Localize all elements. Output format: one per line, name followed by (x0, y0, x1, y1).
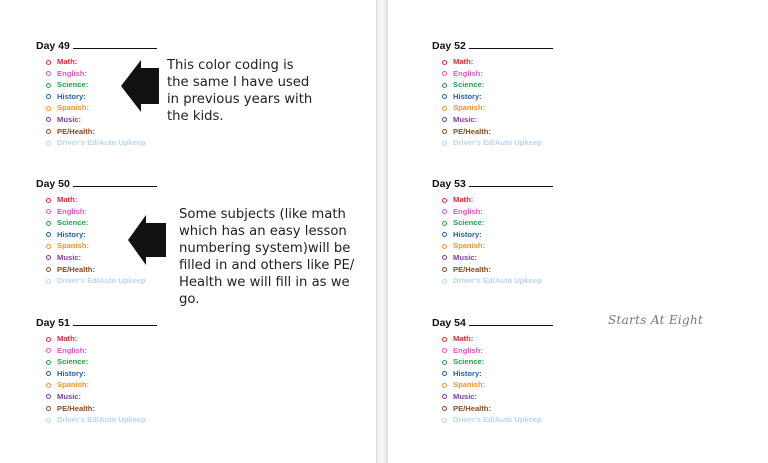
subject-label: Science: (57, 218, 89, 228)
circle-bullet-icon (46, 383, 51, 388)
circle-bullet-icon (442, 267, 447, 272)
subject-label: Driver's Ed/Auto Upkeep (57, 415, 146, 425)
subject-item (46, 333, 176, 345)
subject-label: History: (453, 91, 482, 101)
circle-bullet-icon (46, 348, 51, 353)
subject-item (442, 56, 572, 68)
subject-label: English: (57, 206, 87, 216)
subject-label: Music: (57, 391, 82, 401)
subject-item (46, 275, 176, 287)
circle-bullet-icon (442, 117, 447, 122)
day-title-text: Day 52 (432, 40, 466, 52)
day-title (432, 177, 572, 189)
circle-bullet-icon (46, 244, 51, 249)
subject-item (46, 391, 176, 403)
circle-bullet-icon (46, 337, 51, 342)
circle-bullet-icon (46, 83, 51, 88)
subject-label: English: (57, 345, 87, 355)
circle-bullet-icon (442, 232, 447, 237)
day-title (36, 316, 176, 328)
subject-item (46, 345, 176, 357)
day-title-text: Day 51 (36, 317, 70, 329)
left-arrow-icon (121, 60, 159, 112)
circle-bullet-icon (442, 129, 447, 134)
circle-bullet-icon (46, 418, 51, 423)
subject-item (442, 229, 572, 241)
subject-label: Spanish: (453, 103, 486, 113)
circle-bullet-icon (442, 60, 447, 65)
subject-label: Science: (453, 218, 485, 228)
day-title-text: Day 53 (432, 178, 466, 190)
subject-item (46, 414, 176, 426)
subject-label: Spanish: (57, 241, 90, 251)
subject-label: Math: (453, 57, 474, 66)
subject-list (46, 333, 176, 426)
subject-label: English: (453, 345, 483, 355)
subject-item (442, 264, 572, 276)
day-title-text: Day 54 (432, 317, 466, 329)
subject-label: Science: (453, 80, 485, 90)
subject-item (442, 333, 572, 345)
subject-item (46, 194, 176, 206)
circle-bullet-icon (442, 371, 447, 376)
circle-bullet-icon (46, 106, 51, 111)
circle-bullet-icon (46, 198, 51, 203)
subject-label: PE/Health: (453, 403, 491, 413)
subject-item (46, 379, 176, 391)
subject-item (442, 137, 572, 149)
subject-item (442, 102, 572, 114)
circle-bullet-icon (46, 279, 51, 284)
circle-bullet-icon (442, 348, 447, 353)
subject-list (442, 194, 572, 287)
subject-label: Music: (57, 114, 82, 124)
subject-item (442, 126, 572, 138)
circle-bullet-icon (46, 267, 51, 272)
circle-bullet-icon (46, 141, 51, 146)
watermark-logo: Starts At Eight (608, 313, 704, 327)
subject-label: PE/Health: (453, 126, 491, 136)
subject-item (442, 391, 572, 403)
subject-item (442, 345, 572, 357)
subject-list (442, 333, 572, 426)
subject-label: Driver's Ed/Auto Upkeep (57, 138, 146, 148)
circle-bullet-icon (442, 221, 447, 226)
day-title-underline (469, 316, 553, 326)
day-title-underline (469, 39, 553, 49)
note-subjects-filling: Some subjects (like math which has an easy lesson numbering system)will be filled in and others like PE/ Health we will fill in as we go. (179, 207, 355, 307)
circle-bullet-icon (442, 94, 447, 99)
circle-bullet-icon (46, 94, 51, 99)
circle-bullet-icon (46, 60, 51, 65)
circle-bullet-icon (442, 394, 447, 399)
subject-item (46, 403, 176, 415)
subject-label: History: (453, 229, 482, 239)
subject-item (46, 264, 176, 276)
circle-bullet-icon (442, 198, 447, 203)
circle-bullet-icon (442, 106, 447, 111)
day-title-underline (73, 177, 157, 187)
circle-bullet-icon (442, 337, 447, 342)
circle-bullet-icon (442, 383, 447, 388)
subject-label: Math: (57, 57, 78, 66)
subject-item (442, 414, 572, 426)
day-title-underline (73, 39, 157, 49)
subject-item (46, 126, 176, 138)
subject-label: Science: (57, 357, 89, 367)
subject-item (442, 356, 572, 368)
subject-item (442, 275, 572, 287)
subject-label: PE/Health: (57, 126, 95, 136)
subject-item (442, 79, 572, 91)
day-title-underline (469, 177, 553, 187)
subject-item (442, 368, 572, 380)
subject-label: Science: (57, 80, 89, 90)
subject-label: Music: (453, 252, 478, 262)
day-title-text: Day 49 (36, 40, 70, 52)
day-block (432, 177, 572, 287)
page-gutter (376, 0, 388, 463)
day-title (432, 316, 572, 328)
subject-label: English: (57, 68, 87, 78)
subject-item (442, 194, 572, 206)
subject-label: PE/Health: (57, 264, 95, 274)
subject-label: Math: (57, 334, 78, 343)
subject-label: PE/Health: (453, 264, 491, 274)
circle-bullet-icon (442, 418, 447, 423)
circle-bullet-icon (46, 129, 51, 134)
subject-label: Spanish: (57, 380, 90, 390)
circle-bullet-icon (46, 371, 51, 376)
subject-label: Spanish: (453, 380, 486, 390)
day-title-underline (73, 316, 157, 326)
subject-label: Science: (453, 357, 485, 367)
note-color-coding: This color coding is the same I have used in previous years with the kids. (167, 58, 313, 124)
subject-label: Spanish: (57, 103, 90, 113)
subject-label: Music: (453, 114, 478, 124)
subject-item (46, 114, 176, 126)
day-title (432, 39, 572, 51)
subject-item (442, 403, 572, 415)
circle-bullet-icon (442, 71, 447, 76)
subject-item (442, 240, 572, 252)
circle-bullet-icon (46, 232, 51, 237)
circle-bullet-icon (46, 360, 51, 365)
day-title (36, 39, 176, 51)
subject-label: PE/Health: (57, 403, 95, 413)
circle-bullet-icon (46, 394, 51, 399)
circle-bullet-icon (46, 406, 51, 411)
subject-item (442, 68, 572, 80)
subject-label: Driver's Ed/Auto Upkeep (57, 276, 146, 286)
subject-label: Math: (57, 195, 78, 204)
subject-label: English: (453, 206, 483, 216)
circle-bullet-icon (46, 255, 51, 260)
subject-item (442, 252, 572, 264)
circle-bullet-icon (442, 279, 447, 284)
circle-bullet-icon (46, 71, 51, 76)
subject-list (442, 56, 572, 149)
day-block (432, 316, 572, 426)
subject-label: Driver's Ed/Auto Upkeep (453, 415, 542, 425)
subject-label: English: (453, 68, 483, 78)
day-block (432, 39, 572, 149)
subject-label: Music: (453, 391, 478, 401)
circle-bullet-icon (46, 209, 51, 214)
circle-bullet-icon (442, 83, 447, 88)
subject-item (442, 206, 572, 218)
subject-label: History: (453, 368, 482, 378)
subject-label: History: (57, 91, 86, 101)
circle-bullet-icon (46, 117, 51, 122)
subject-label: Music: (57, 252, 82, 262)
circle-bullet-icon (442, 360, 447, 365)
subject-item (442, 91, 572, 103)
subject-item (442, 379, 572, 391)
circle-bullet-icon (442, 406, 447, 411)
day-block (36, 316, 176, 426)
subject-label: Math: (453, 195, 474, 204)
circle-bullet-icon (442, 141, 447, 146)
circle-bullet-icon (442, 255, 447, 260)
subject-label: Driver's Ed/Auto Upkeep (453, 138, 542, 148)
subject-label: History: (57, 229, 86, 239)
subject-label: Math: (453, 334, 474, 343)
day-title (36, 177, 176, 189)
subject-label: History: (57, 368, 86, 378)
left-arrow-icon (128, 215, 166, 265)
subject-item (46, 356, 176, 368)
subject-label: Spanish: (453, 241, 486, 251)
circle-bullet-icon (442, 209, 447, 214)
circle-bullet-icon (442, 244, 447, 249)
subject-item (46, 137, 176, 149)
circle-bullet-icon (46, 221, 51, 226)
subject-item (46, 368, 176, 380)
subject-label: Driver's Ed/Auto Upkeep (453, 276, 542, 286)
day-title-text: Day 50 (36, 178, 70, 190)
subject-item (442, 114, 572, 126)
subject-item (442, 217, 572, 229)
